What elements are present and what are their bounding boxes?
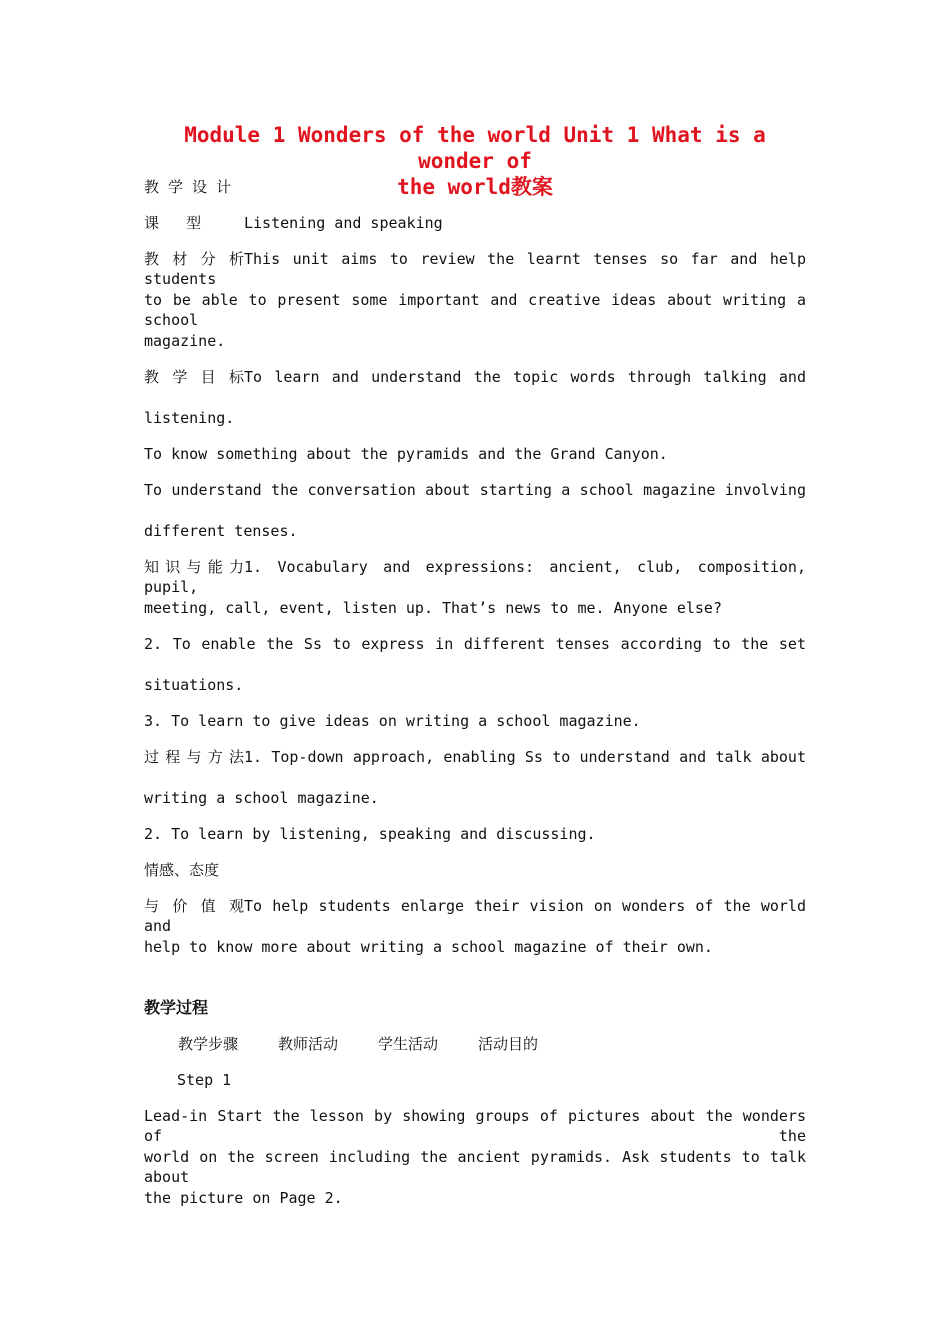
title-line-1: Module 1 Wonders of the world Unit 1 What is a wonder of [184,123,766,173]
emotion-row [144,896,806,936]
material-analysis-line-1: This unit aims to review the learnt tenses so far and help students [144,250,806,288]
process-columns [178,1034,678,1054]
material-analysis-line-2: to be able to present some important and creative ideas about writing a school [144,291,806,329]
material-analysis-row [144,249,806,289]
emotion-label-1: 情感、态度 [144,861,220,879]
lesson-type-value: Listening and speaking [244,214,443,232]
process-method-row [144,747,806,767]
emotion-line-2: help to know more about writing a school magazine of their own. [144,938,713,956]
lesson-type-label: 课 型 [144,214,202,232]
leadin-line-3: the picture on Page 2. [144,1189,343,1207]
knowledge-line-5: 3. To learn to give ideas on writing a school magazine. [144,712,641,730]
knowledge-line-3: 2. To enable the Ss to express in different tenses according to the set [144,635,806,653]
knowledge-line-2: meeting, call, event, listen up. That’s news to me. Anyone else? [144,599,722,617]
column-student: 学生活动 [378,1035,439,1053]
column-teacher: 教师活动 [278,1035,339,1053]
objectives-line-1: To learn and understand the topic words through talking and [244,368,806,386]
emotion-label-2: 与价值观 [144,897,244,915]
process-method-line-1: 1. Top-down approach, enabling Ss to understand and talk about [244,748,806,766]
objectives-line-5: different tenses. [144,522,298,540]
lesson-type-row [144,213,806,233]
material-analysis-line-3: magazine. [144,332,226,350]
knowledge-line-4: situations. [144,676,244,694]
emotion-line-1: To help students enlarge their vision on wonders of the world and [144,897,806,935]
title-line-2: the world教案 [397,175,553,199]
leadin-line-1: Lead-in Start the lesson by showing groups of pictures about the wonders of the [144,1107,806,1145]
design-heading: 教 学 设 计 [144,178,232,196]
process-heading: 教学过程 [144,998,209,1017]
objectives-line-2: listening. [144,409,235,427]
objectives-line-4: To understand the conversation about starting a school magazine involving [144,481,806,499]
process-method-line-3: 2. To learn by listening, speaking and discussing. [144,825,596,843]
leadin-line-2: world on the screen including the ancient pyramids. Ask students to talk about [144,1148,806,1186]
knowledge-label: 知识与能力 [144,558,244,576]
column-purpose: 活动目的 [478,1035,539,1053]
process-method-label: 过程与方法 [144,748,244,766]
step-label: Step 1 [177,1071,232,1089]
objectives-label: 教学目标 [144,368,244,386]
material-analysis-label: 教材分析 [144,250,244,268]
column-step: 教学步骤 [178,1035,239,1053]
knowledge-line-1: 1. Vocabulary and expressions: ancient, club, composition, pupil, [144,558,806,596]
objectives-line-3: To know something about the pyramids and the Grand Canyon. [144,445,668,463]
process-method-line-2: writing a school magazine. [144,789,379,807]
objectives-row [144,367,806,387]
knowledge-row [144,557,806,597]
